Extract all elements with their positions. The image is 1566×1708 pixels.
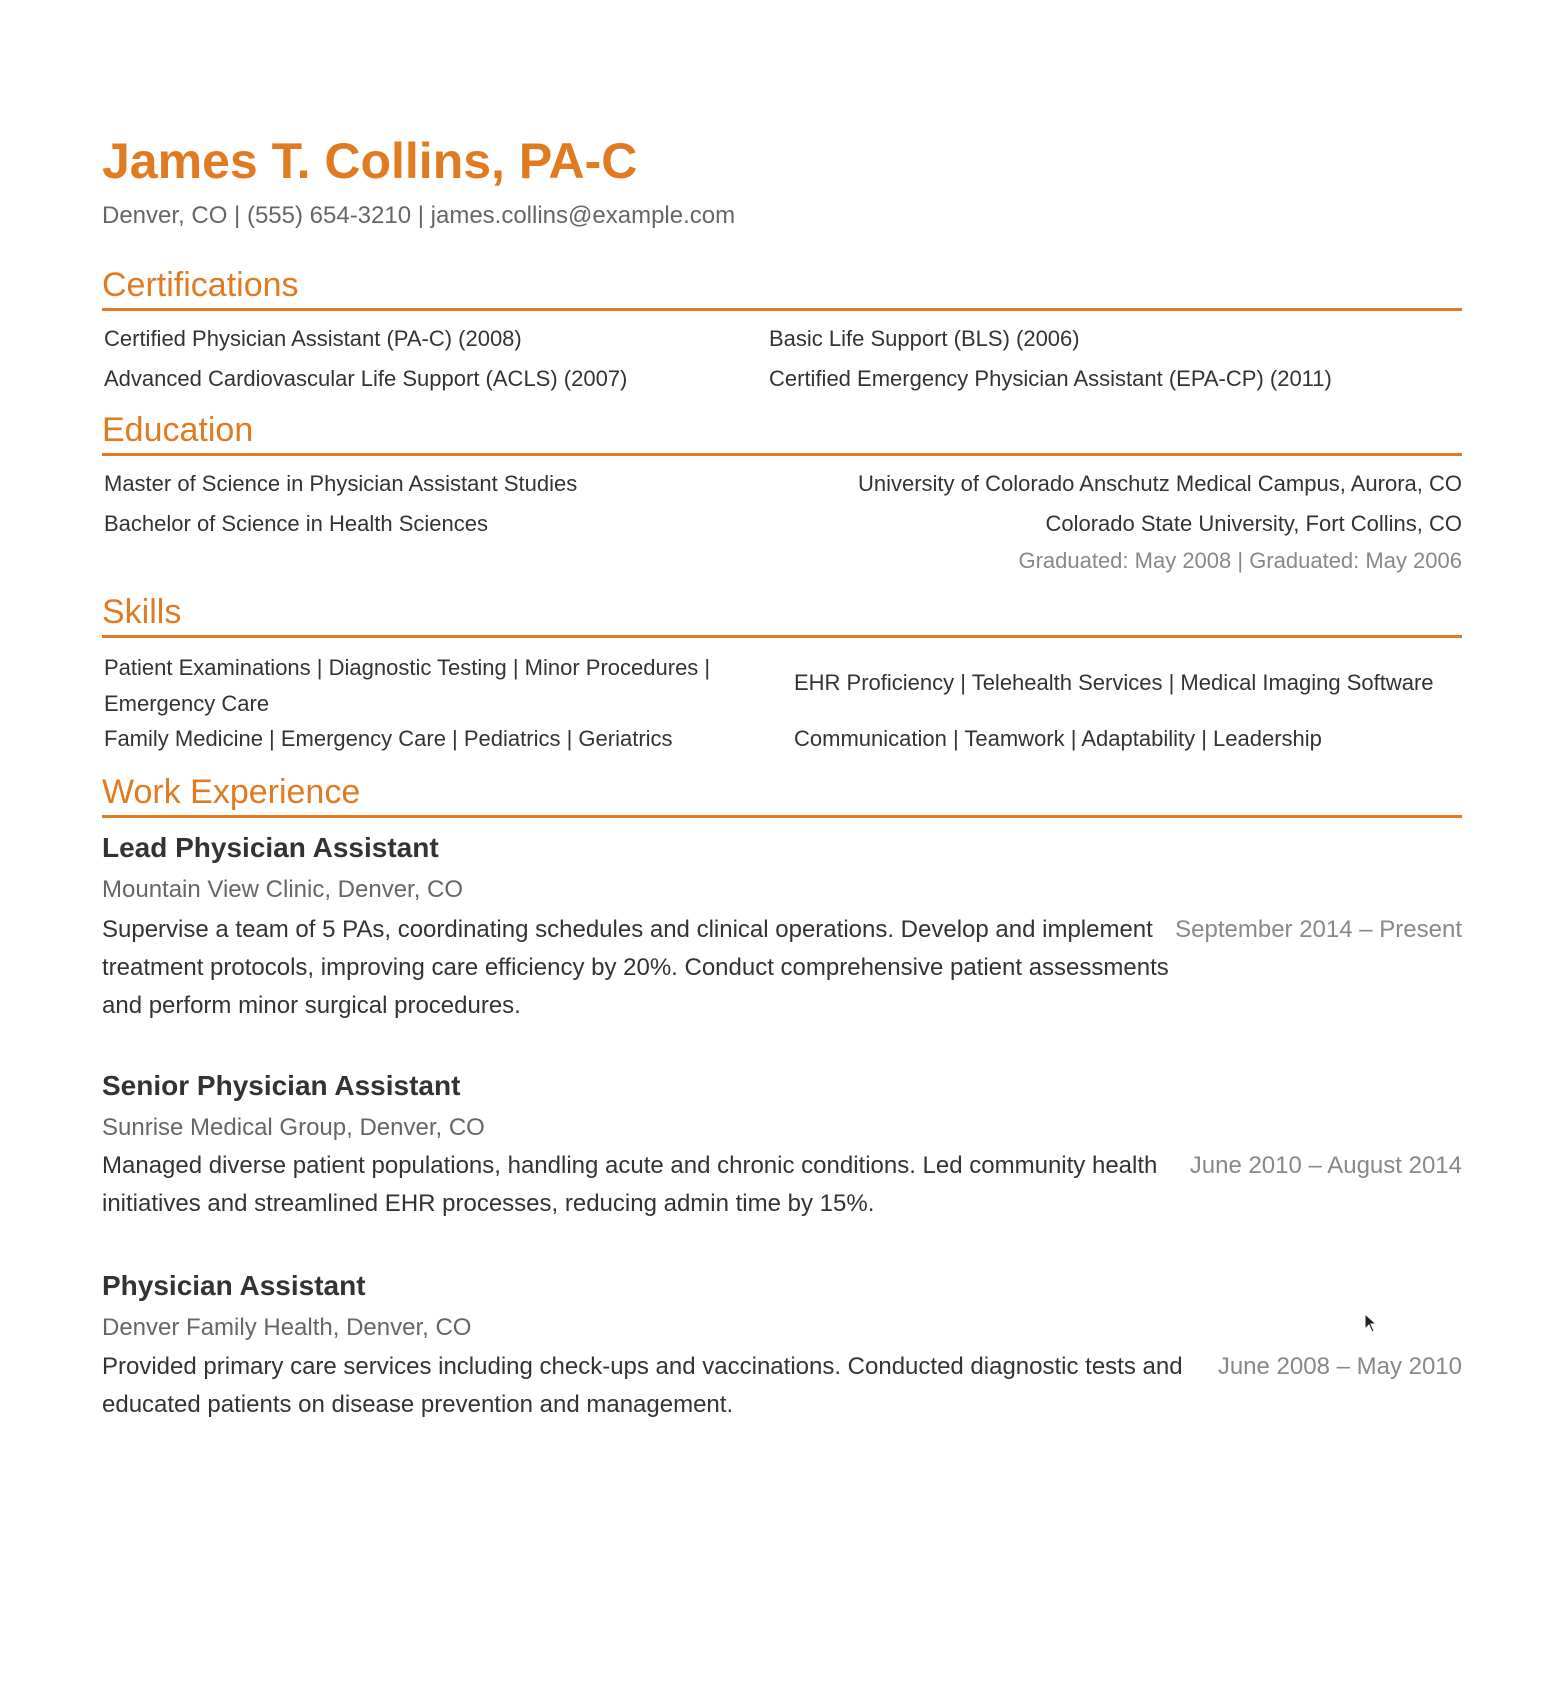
job-company: Denver Family Health, Denver, CO (102, 1314, 472, 1341)
job-description: Managed diverse patient populations, handling acute and chronic conditions. Led community health initiatives and streamlined EHR processes, reducing admin time by 15%. (102, 1152, 1158, 1217)
contact-line: Denver, CO | (555) 654-3210 | james.collins@example.com (102, 202, 736, 229)
job-dates: June 2010 – August 2014 (1189, 1152, 1462, 1179)
job-title: Lead Physician Assistant (102, 832, 439, 863)
job-title: Physician Assistant (102, 1270, 366, 1301)
candidate-name: James T. Collins, PA-C (102, 133, 638, 189)
education-degree: Bachelor of Science in Health Sciences (104, 511, 488, 536)
skills-item: EHR Proficiency | Telehealth Services | Medical Imaging Software (794, 670, 1434, 695)
certification-item: Advanced Cardiovascular Life Support (ACLS) (2007) (104, 366, 628, 391)
skills-item: Family Medicine | Emergency Care | Pediatrics | Geriatrics (104, 726, 673, 751)
education-school: University of Colorado Anschutz Medical Campus, Aurora, CO (857, 471, 1462, 496)
section-title-certifications: Certifications (102, 264, 1462, 311)
job-company: Mountain View Clinic, Denver, CO (102, 876, 464, 903)
education-school: Colorado State University, Fort Collins, CO (1045, 511, 1462, 536)
job-dates: September 2014 – Present (1175, 916, 1462, 943)
mouse-pointer-icon (1364, 1313, 1378, 1333)
job-title: Senior Physician Assistant (102, 1070, 461, 1101)
section-title-work-experience: Work Experience (102, 771, 1462, 818)
education-degree: Master of Science in Physician Assistant Studies (104, 471, 578, 496)
job-dates: June 2008 – May 2010 (1217, 1353, 1462, 1380)
section-title-skills: Skills (102, 591, 1462, 638)
job-description: Supervise a team of 5 PAs, coordinating schedules and clinical operations. Develop and implement treatment protocols, improving care efficiency by 20%. Conduct comprehensive patient assessments and perform minor surgical procedures. (102, 916, 1169, 1019)
certification-item: Certified Physician Assistant (PA-C) (2008) (104, 326, 522, 351)
graduation-dates: Graduated: May 2008 | Graduated: May 2006 (1018, 548, 1462, 573)
certification-item: Basic Life Support (BLS) (2006) (769, 326, 1080, 351)
skills-item: Patient Examinations | Diagnostic Testing | Minor Procedures | Emergency Care (104, 655, 711, 716)
job-description: Provided primary care services including check-ups and vaccinations. Conducted diagnostic tests and educated patients on disease prevention and management. (102, 1353, 1183, 1418)
section-title-education: Education (102, 409, 1462, 456)
job-company: Sunrise Medical Group, Denver, CO (102, 1114, 485, 1141)
skills-item: Communication | Teamwork | Adaptability | Leadership (794, 726, 1322, 751)
certification-item: Certified Emergency Physician Assistant (EPA-CP) (2011) (769, 366, 1332, 391)
